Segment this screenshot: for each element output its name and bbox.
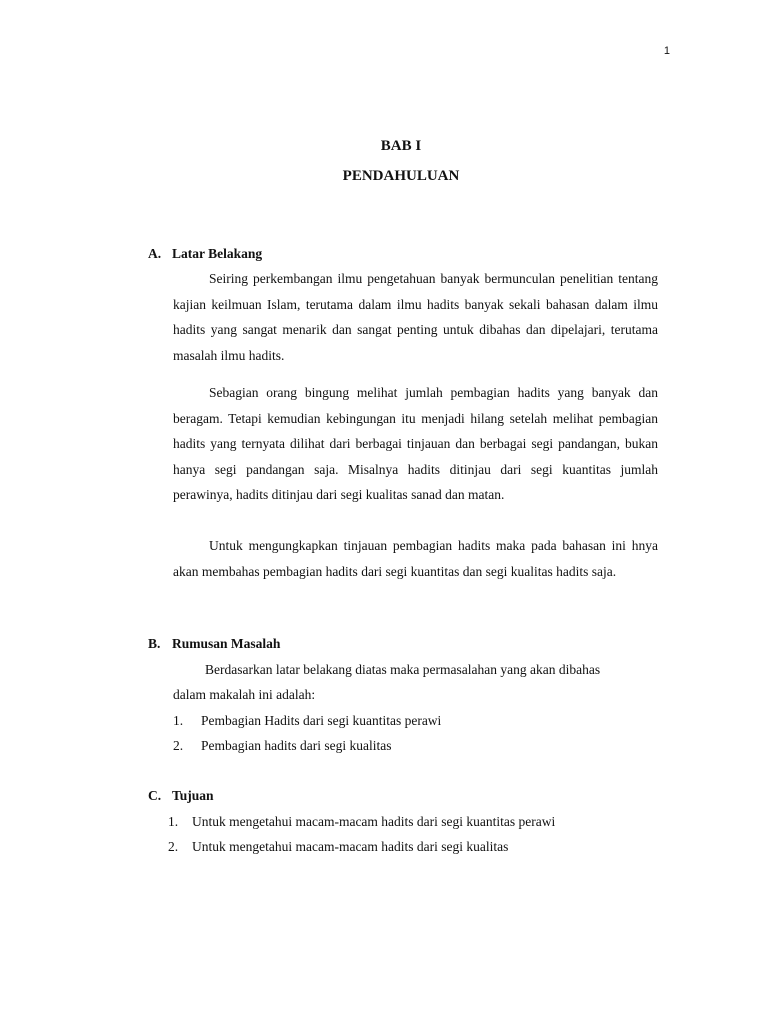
section-b-list-item-2 [173,736,391,756]
section-b-heading [148,636,280,652]
section-b-intro-line-2: dalam makalah ini adalah: [173,687,316,702]
section-a-title: Latar Belakang [172,246,263,261]
section-c-title: Tujuan [172,788,214,803]
chapter-label: BAB I [380,138,422,154]
section-a-paragraph-3: Untuk mengungkapkan tinjauan pembagian hadits maka pada bahasan ini hnya akan membahas pembagian hadits dari segi kuantitas dan segi kualitas hadits saja. [173,538,658,579]
section-b-title: Rumusan Masalah [172,636,281,651]
section-a-paragraph-1: Seiring perkembangan ilmu pengetahuan banyak bermunculan penelitian tentang kajian keilmuan Islam, terutama dalam ilmu hadits banyak sekali bahasan dalam ilmu hadits yang sangat menarik dan sangat penting untuk dibahas dan dipelajari, terutama masalah ilmu hadits. [173,271,658,363]
section-c-list-item-2 [168,837,508,857]
section-b-intro-line-1: Berdasarkan latar belakang diatas maka permasalahan yang akan dibahas [205,662,601,677]
page-number: 1 [663,45,670,57]
section-b-mark: B. [148,636,161,651]
list-text: Untuk mengetahui macam-macam hadits dari segi kualitas [192,839,509,854]
list-number: 2. [168,839,179,854]
list-number: 2. [173,738,184,753]
list-text: Pembagian Hadits dari segi kuantitas perawi [201,713,442,728]
list-number: 1. [173,713,184,728]
section-b-list-item-1 [173,711,441,731]
section-a-paragraph-2: Sebagian orang bingung melihat jumlah pembagian hadits yang banyak dan beragam. Tetapi kemudian kebingungan itu menjadi hilang setelah melihat pembagian hadits yang ternyata dilihat dari berbagai tinjauan dan berbagai segi pandangan, bukan hanya segi pandangan saja. Misalnya hadits ditinjau dari segi kuantitas jumlah perawinya, hadits ditinjau dari segi kualitas sanad dan matan. [173,385,658,502]
list-text: Pembagian hadits dari segi kualitas [201,738,392,753]
section-c-heading [148,788,214,804]
section-a-mark: A. [148,246,162,261]
chapter-title: PENDAHULUAN [342,168,460,184]
list-number: 1. [168,814,179,829]
section-c-list-item-1 [168,812,555,832]
list-text: Untuk mengetahui macam-macam hadits dari segi kuantitas perawi [192,814,556,829]
section-c-mark: C. [148,788,162,803]
section-a-heading [148,246,262,262]
